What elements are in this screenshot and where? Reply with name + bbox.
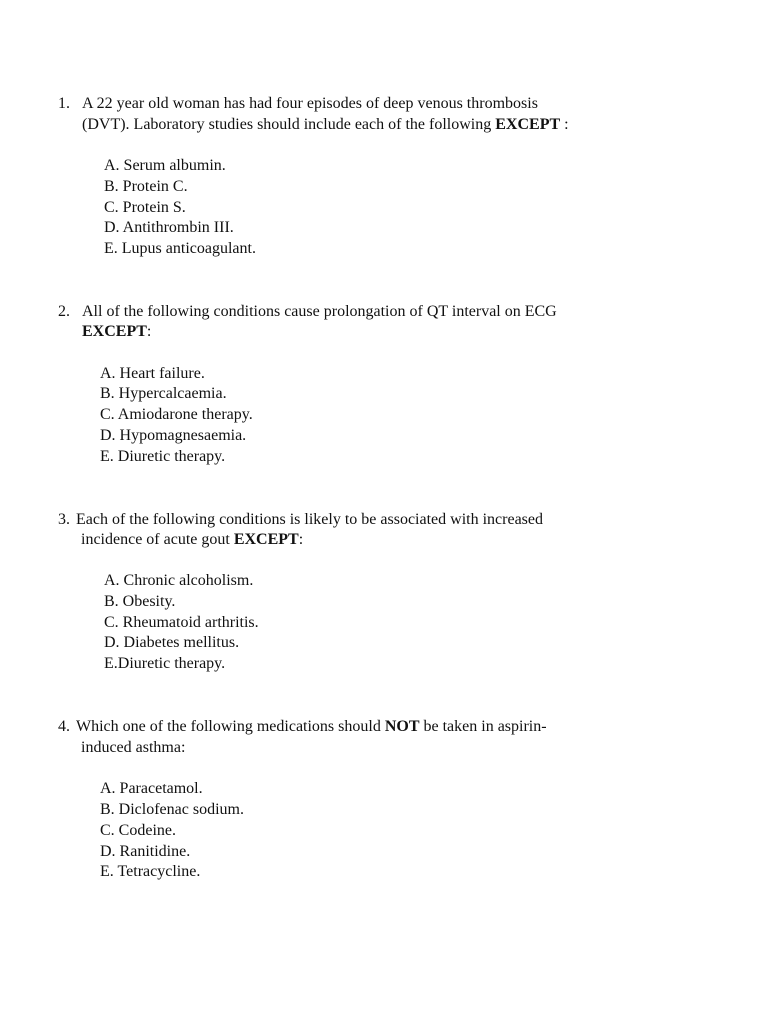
question-2-except-keyword: EXCEPT bbox=[82, 323, 147, 340]
question-3-stem-line2: incidence of acute gout EXCEPT: bbox=[81, 531, 304, 548]
question-3-number: 3. bbox=[58, 511, 70, 528]
question-4-stem-line1: Which one of the following medications should NOT be taken in aspirin- bbox=[76, 718, 547, 735]
question-1-option: A. Serum albumin. bbox=[104, 157, 226, 174]
question-3-stem-line1: Each of the following conditions is likely to be associated with increased bbox=[76, 511, 543, 528]
question-4-option: D. Ranitidine. bbox=[100, 843, 191, 860]
question-2-option: D. Hypomagnesaemia. bbox=[100, 427, 247, 444]
question-3-option: E.Diuretic therapy. bbox=[104, 655, 226, 672]
question-2-number: 2. bbox=[58, 303, 70, 320]
question-3-except-keyword: EXCEPT bbox=[233, 531, 299, 548]
question-3-option: D. Diabetes mellitus. bbox=[104, 634, 240, 651]
question-2-stem-line1: All of the following conditions cause prolongation of QT interval on ECG bbox=[82, 303, 557, 320]
question-1-option: D. Antithrombin III. bbox=[104, 219, 234, 236]
question-4-option: B. Diclofenac sodium. bbox=[100, 801, 244, 818]
question-4-number: 4. bbox=[58, 718, 70, 735]
question-3-option: C. Rheumatoid arthritis. bbox=[104, 614, 259, 631]
question-1-option: B. Protein C. bbox=[104, 178, 188, 195]
question-1-option: C. Protein S. bbox=[104, 199, 186, 216]
question-1-except-keyword: EXCEPT bbox=[495, 116, 561, 133]
question-4-option: C. Codeine. bbox=[100, 822, 176, 839]
question-3-option: A. Chronic alcoholism. bbox=[104, 572, 254, 589]
question-2-option: A. Heart failure. bbox=[100, 365, 205, 382]
question-3-option: B. Obesity. bbox=[104, 593, 176, 610]
question-1-number: 1. bbox=[58, 95, 70, 112]
question-4-option: E. Tetracycline. bbox=[100, 863, 201, 880]
question-4-option: A. Paracetamol. bbox=[100, 780, 203, 797]
question-1-option: E. Lupus anticoagulant. bbox=[104, 240, 256, 257]
question-2-option: E. Diuretic therapy. bbox=[100, 448, 226, 465]
question-2-option: C. Amiodarone therapy. bbox=[100, 406, 253, 423]
question-2-stem-line2: EXCEPT: bbox=[82, 323, 152, 340]
question-2-option: B. Hypercalcaemia. bbox=[100, 385, 227, 402]
question-1-stem-line1: A 22 year old woman has had four episodes of deep venous thrombosis bbox=[82, 95, 538, 112]
question-1-stem-line2: (DVT). Laboratory studies should include each of the following EXCEPT : bbox=[82, 116, 569, 133]
question-4-not-keyword: NOT bbox=[384, 718, 420, 735]
question-4-stem-line2: induced asthma: bbox=[81, 739, 186, 756]
